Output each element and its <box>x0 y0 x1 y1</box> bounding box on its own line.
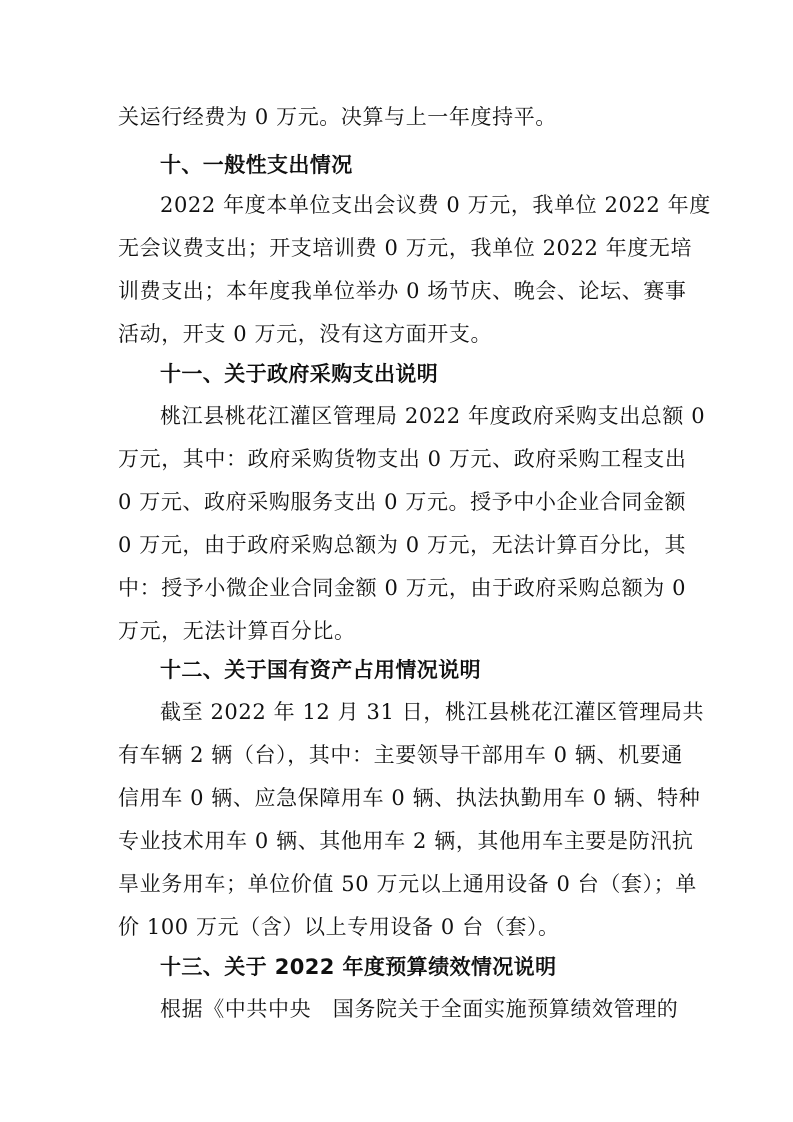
section-heading: 十、一般性支出情况 <box>160 153 353 177</box>
body-line: 无会议费支出；开支培训费 0 万元，我单位 2022 年度无培 <box>118 236 693 260</box>
body-line: 万元，其中：政府采购货物支出 0 万元、政府采购工程支出 <box>118 447 687 471</box>
body-line: 0 万元，由于政府采购总额为 0 万元，无法计算百分比，其 <box>118 533 687 557</box>
body-line: 有车辆 2 辆（台），其中：主要领导干部用车 0 辆、机要通 <box>118 743 683 767</box>
body-line: 万元，无法计算百分比。 <box>118 619 356 643</box>
body-line: 关运行经费为 0 万元。决算与上一年度持平。 <box>118 105 557 129</box>
body-line: 2022 年度本单位支出会议费 0 万元，我单位 2022 年度 <box>160 193 711 217</box>
body-line: 价 100 万元（含）以上专用设备 0 台（套）。 <box>118 915 560 939</box>
body-line: 桃江县桃花江灌区管理局 2022 年度政府采购支出总额 0 <box>160 404 706 428</box>
body-line: 训费支出；本年度我单位举办 0 场节庆、晚会、论坛、赛事 <box>118 279 687 303</box>
body-line: 旱业务用车；单位价值 50 万元以上通用设备 0 台（套）；单 <box>118 872 697 896</box>
section-heading: 十一、关于政府采购支出说明 <box>160 362 439 386</box>
body-line: 0 万元、政府采购服务支出 0 万元。授予中小企业合同金额 <box>118 490 687 514</box>
section-heading: 十二、关于国有资产占用情况说明 <box>160 658 481 682</box>
body-line: 信用车 0 辆、应急保障用车 0 辆、执法执勤用车 0 辆、特种 <box>118 786 701 810</box>
body-line: 截至 2022 年 12 月 31 日，桃江县桃花江灌区管理局共 <box>160 700 705 724</box>
section-heading: 十三、关于 2022 年度预算绩效情况说明 <box>160 955 557 979</box>
body-line: 根据《中共中央 国务院关于全面实施预算绩效管理的 <box>160 997 679 1021</box>
body-line: 专业技术用车 0 辆、其他用车 2 辆，其他用车主要是防汛抗 <box>118 829 694 853</box>
body-line: 中：授予小微企业合同金额 0 万元，由于政府采购总额为 0 <box>118 576 687 600</box>
body-line: 活动，开支 0 万元，没有这方面开支。 <box>118 322 493 346</box>
